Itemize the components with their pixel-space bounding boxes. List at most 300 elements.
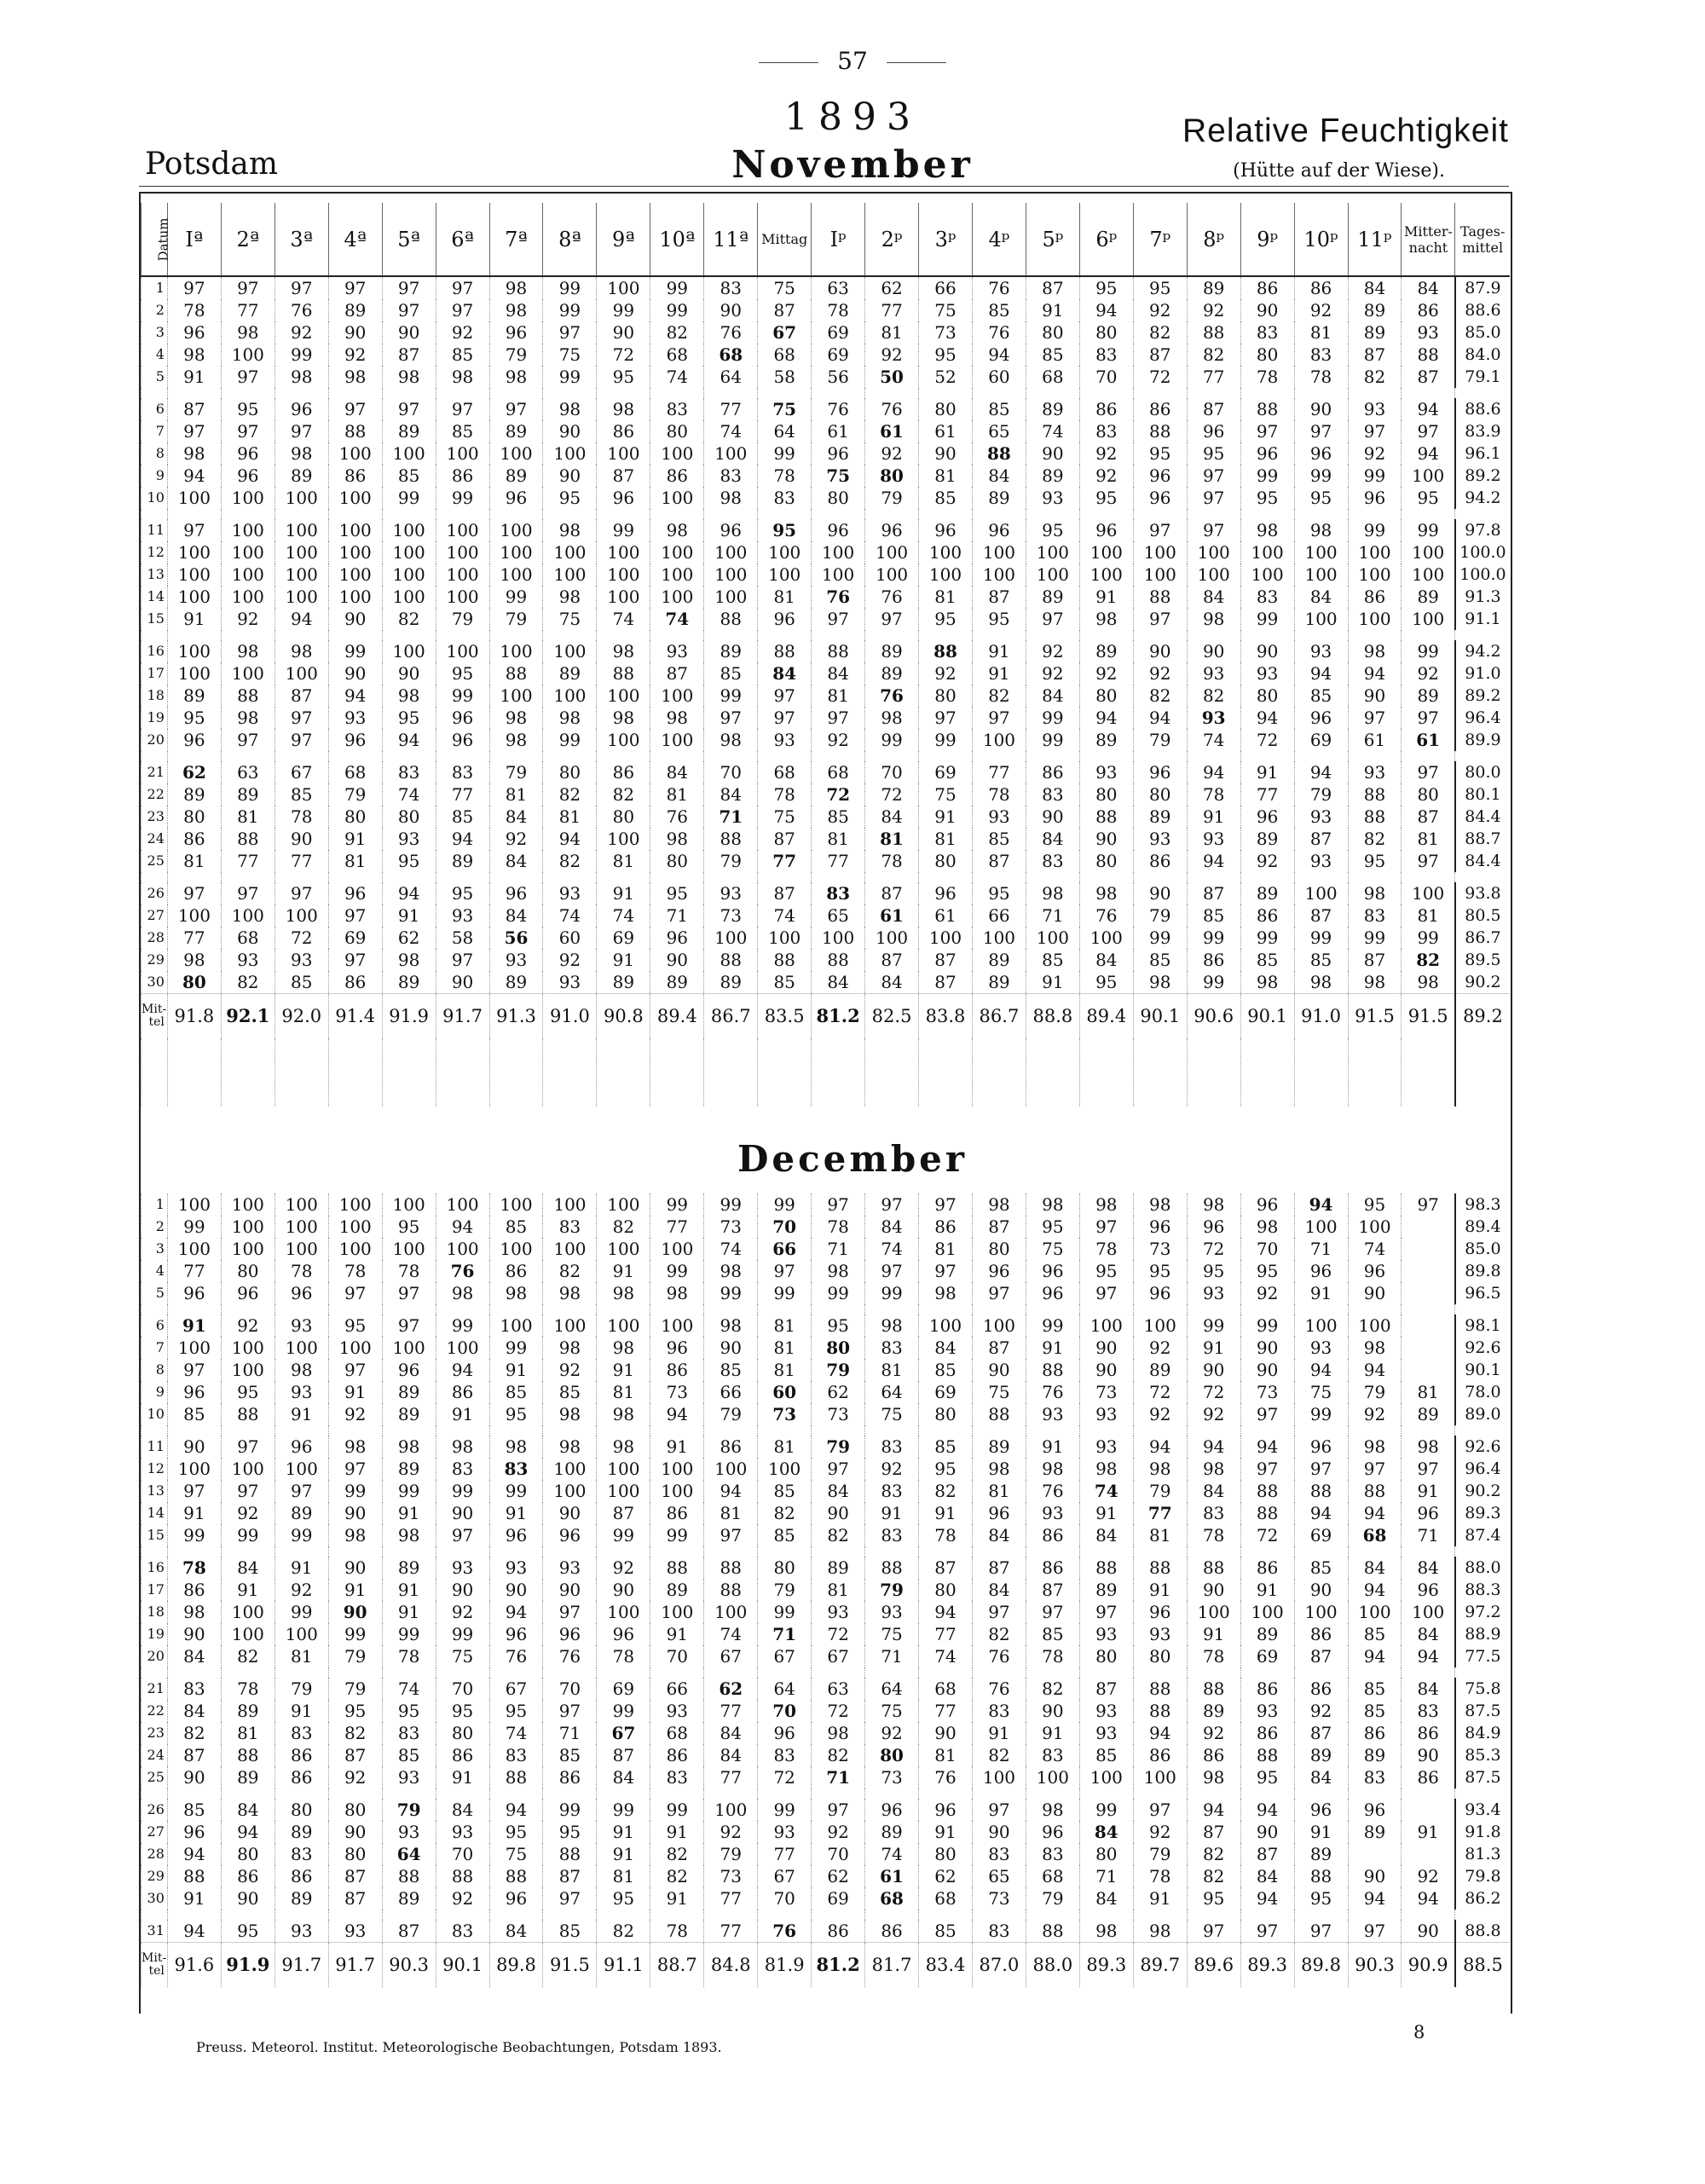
- value-cell: 79: [1348, 1381, 1402, 1403]
- value-cell: 95: [1294, 487, 1348, 509]
- value-cell: 97: [704, 707, 758, 729]
- value-cell: 97: [1079, 1216, 1133, 1238]
- value-cell: 87: [1294, 1722, 1348, 1744]
- value-cell: 87: [543, 1865, 597, 1887]
- value-cell: 99: [1402, 640, 1455, 662]
- value-cell: 89: [382, 1887, 436, 1910]
- date-cell: 29: [142, 1865, 168, 1887]
- value-cell: 89: [972, 949, 1026, 971]
- date-cell: 24: [142, 1744, 168, 1766]
- value-cell: 82: [221, 971, 275, 994]
- table-row: [142, 321, 1511, 344]
- value-cell: 84: [1402, 1678, 1455, 1700]
- value-cell: 68: [758, 761, 812, 783]
- value-cell: 91: [597, 1821, 650, 1843]
- value-cell: 100: [650, 685, 704, 707]
- value-cell: 96: [167, 729, 221, 751]
- value-cell: 93: [1187, 707, 1240, 729]
- value-cell: 81: [865, 828, 919, 850]
- value-cell: 93: [1187, 662, 1240, 685]
- value-cell: 91: [597, 949, 650, 971]
- value-cell: 100: [758, 927, 812, 949]
- value-cell: 92: [865, 344, 919, 366]
- value-cell: 97: [167, 1480, 221, 1502]
- value-cell: 80: [1240, 685, 1294, 707]
- value-cell: 99: [275, 344, 328, 366]
- value-cell: 86: [275, 1766, 328, 1788]
- value-cell: 87: [972, 1216, 1026, 1238]
- value-cell: 100: [1348, 1216, 1402, 1238]
- value-cell: 96: [221, 1282, 275, 1304]
- value-cell: 98: [1187, 1458, 1240, 1480]
- value-cell: 88: [1026, 1359, 1079, 1381]
- value-cell: 86: [436, 465, 489, 487]
- mean-value: 88.7: [650, 1943, 704, 1988]
- value-cell: 75: [919, 299, 973, 321]
- value-cell: 92: [1294, 299, 1348, 321]
- value-cell: 99: [597, 299, 650, 321]
- value-cell: 100: [650, 586, 704, 608]
- value-cell: 90: [1026, 806, 1079, 828]
- value-cell: 98: [1348, 882, 1402, 904]
- value-cell: 87: [1240, 1843, 1294, 1865]
- value-cell: 100: [650, 541, 704, 563]
- value-cell: 98: [1240, 971, 1294, 994]
- value-cell: 97: [1240, 420, 1294, 442]
- value-cell: 90: [1133, 640, 1187, 662]
- value-cell: 95: [1133, 1260, 1187, 1282]
- value-cell: 98: [1187, 608, 1240, 630]
- value-cell: 84: [758, 662, 812, 685]
- value-cell: 93: [704, 882, 758, 904]
- column-header: 4ᵖ: [972, 203, 1026, 276]
- value-cell: 95: [543, 1821, 597, 1843]
- value-cell: 77: [1133, 1502, 1187, 1524]
- column-header: 5ᵖ: [1026, 203, 1079, 276]
- table-row: [142, 366, 1511, 388]
- value-cell: 100: [275, 541, 328, 563]
- mean-value: 89.7: [1133, 1943, 1187, 1988]
- value-cell: 94: [1348, 1502, 1402, 1524]
- value-cell: 90: [328, 1601, 382, 1623]
- value-cell: 80: [919, 1579, 973, 1601]
- value-cell: 90: [1294, 1579, 1348, 1601]
- value-cell: 93: [972, 806, 1026, 828]
- value-cell: 99: [758, 1799, 812, 1821]
- value-cell: 99: [489, 1337, 543, 1359]
- spacer-row: [142, 1425, 1511, 1436]
- value-cell: 100: [919, 1314, 973, 1337]
- value-cell: 87: [167, 1744, 221, 1766]
- value-cell: 81: [758, 1436, 812, 1458]
- mean-value: 88.0: [1026, 1943, 1079, 1988]
- value-cell: 89: [1402, 685, 1455, 707]
- table-row: [142, 1601, 1511, 1623]
- value-cell: 66: [758, 1238, 812, 1260]
- value-cell: 85: [436, 806, 489, 828]
- table-row: [142, 1887, 1511, 1910]
- date-cell: 27: [142, 904, 168, 927]
- value-cell: 56: [489, 927, 543, 949]
- value-cell: 100: [1026, 541, 1079, 563]
- value-cell: 99: [1348, 927, 1402, 949]
- value-cell: 87: [328, 1744, 382, 1766]
- value-cell: 95: [972, 882, 1026, 904]
- date-cell: 21: [142, 1678, 168, 1700]
- value-cell: 63: [221, 761, 275, 783]
- value-cell: 60: [758, 1381, 812, 1403]
- date-cell: 9: [142, 465, 168, 487]
- value-cell: 100: [1294, 541, 1348, 563]
- value-cell: 99: [1294, 927, 1348, 949]
- value-cell: 96: [1079, 519, 1133, 541]
- value-cell: 91: [972, 640, 1026, 662]
- value-cell: 96: [650, 1337, 704, 1359]
- value-cell: 81: [597, 850, 650, 872]
- value-cell: 96: [650, 927, 704, 949]
- value-cell: 83: [865, 1337, 919, 1359]
- value-cell: 74: [865, 1843, 919, 1865]
- value-cell: 93: [436, 1821, 489, 1843]
- value-cell: 96: [704, 519, 758, 541]
- value-cell: 66: [650, 1678, 704, 1700]
- date-cell: 28: [142, 927, 168, 949]
- value-cell: 100: [1133, 541, 1187, 563]
- value-cell: 78: [919, 1524, 973, 1546]
- value-cell: 98: [597, 1282, 650, 1304]
- value-cell: 93: [543, 882, 597, 904]
- value-cell: 95: [1026, 1216, 1079, 1238]
- value-cell: 94: [1294, 761, 1348, 783]
- value-cell: 96: [275, 1436, 328, 1458]
- value-cell: [1402, 1799, 1455, 1821]
- value-cell: 99: [1294, 465, 1348, 487]
- value-cell: 78: [1187, 783, 1240, 806]
- mean-value: 91.0: [1294, 994, 1348, 1039]
- value-cell: 96: [167, 1282, 221, 1304]
- value-cell: 74: [543, 904, 597, 927]
- date-cell: 11: [142, 1436, 168, 1458]
- value-cell: 94: [704, 1480, 758, 1502]
- value-cell: 97: [1348, 1920, 1402, 1943]
- value-cell: 76: [1026, 1381, 1079, 1403]
- value-cell: 100: [1402, 541, 1455, 563]
- value-cell: 78: [1294, 366, 1348, 388]
- value-cell: 82: [221, 1645, 275, 1667]
- value-cell: 98: [1026, 1193, 1079, 1216]
- value-cell: 94: [1294, 1502, 1348, 1524]
- value-cell: 70: [436, 1678, 489, 1700]
- value-cell: 85: [1026, 1623, 1079, 1645]
- value-cell: 85: [1294, 949, 1348, 971]
- value-cell: 100: [382, 1193, 436, 1216]
- mean-value: 89.6: [1187, 1943, 1240, 1988]
- mean-value: 86.7: [704, 994, 758, 1039]
- value-cell: 100: [167, 904, 221, 927]
- value-cell: 96: [489, 1524, 543, 1546]
- value-cell: 85: [919, 1436, 973, 1458]
- value-cell: 88: [489, 1766, 543, 1788]
- value-cell: 72: [597, 344, 650, 366]
- value-cell: 61: [865, 1865, 919, 1887]
- value-cell: 100: [650, 487, 704, 509]
- value-cell: 100: [865, 927, 919, 949]
- value-cell: 89: [167, 783, 221, 806]
- value-cell: 97: [167, 276, 221, 299]
- value-cell: 93: [328, 707, 382, 729]
- mean-value: 81.9: [758, 1943, 812, 1988]
- value-cell: 100: [382, 563, 436, 586]
- value-cell: 100: [328, 519, 382, 541]
- value-cell: 91: [167, 608, 221, 630]
- date-cell: 15: [142, 608, 168, 630]
- value-cell: 94: [1187, 761, 1240, 783]
- value-cell: 88: [812, 949, 865, 971]
- value-cell: 98: [543, 1436, 597, 1458]
- daily-mean-cell: 77.5: [1455, 1645, 1510, 1667]
- value-cell: 91: [919, 1502, 973, 1524]
- value-cell: 80: [1133, 1645, 1187, 1667]
- value-cell: 87: [972, 1337, 1026, 1359]
- date-cell: 22: [142, 783, 168, 806]
- value-cell: 100: [275, 487, 328, 509]
- value-cell: 89: [1026, 465, 1079, 487]
- value-cell: 86: [1240, 1557, 1294, 1579]
- value-cell: 97: [1240, 1920, 1294, 1943]
- value-cell: 95: [221, 1381, 275, 1403]
- value-cell: 71: [1026, 904, 1079, 927]
- value-cell: 71: [865, 1645, 919, 1667]
- value-cell: 89: [812, 1557, 865, 1579]
- value-cell: 96: [919, 1799, 973, 1821]
- daily-mean-cell: 85.0: [1455, 1238, 1510, 1260]
- daily-mean-cell: 96.1: [1455, 442, 1510, 465]
- value-cell: 68: [221, 927, 275, 949]
- table-row: [142, 1403, 1511, 1425]
- date-cell: 14: [142, 1502, 168, 1524]
- value-cell: 68: [865, 1887, 919, 1910]
- value-cell: 74: [1026, 420, 1079, 442]
- date-cell: 5: [142, 366, 168, 388]
- value-cell: 79: [812, 1359, 865, 1381]
- value-cell: 98: [1079, 1193, 1133, 1216]
- date-cell: 31: [142, 1920, 168, 1943]
- value-cell: 99: [865, 729, 919, 751]
- value-cell: 80: [812, 487, 865, 509]
- value-cell: 85: [1026, 949, 1079, 971]
- value-cell: 98: [1402, 971, 1455, 994]
- value-cell: 87: [865, 882, 919, 904]
- value-cell: 76: [704, 321, 758, 344]
- value-cell: 61: [865, 420, 919, 442]
- value-cell: 89: [1133, 1359, 1187, 1381]
- value-cell: 87: [597, 465, 650, 487]
- value-cell: 69: [328, 927, 382, 949]
- value-cell: 99: [543, 1799, 597, 1821]
- value-cell: 84: [865, 806, 919, 828]
- value-cell: 89: [1294, 1744, 1348, 1766]
- value-cell: 96: [489, 882, 543, 904]
- daily-mean-cell: 89.2: [1455, 685, 1510, 707]
- value-cell: 100: [382, 1337, 436, 1359]
- value-cell: 91: [650, 1623, 704, 1645]
- value-cell: 95: [1240, 1766, 1294, 1788]
- value-cell: 98: [650, 707, 704, 729]
- value-cell: 83: [812, 882, 865, 904]
- value-cell: 93: [382, 1821, 436, 1843]
- value-cell: 96: [1294, 707, 1348, 729]
- value-cell: 85: [489, 1381, 543, 1403]
- column-header: Iᵖ: [812, 203, 865, 276]
- value-cell: 88: [1079, 806, 1133, 828]
- value-cell: 100: [328, 1193, 382, 1216]
- value-cell: 62: [704, 1678, 758, 1700]
- value-cell: 86: [1133, 398, 1187, 420]
- value-cell: 82: [812, 1524, 865, 1546]
- value-cell: 92: [1402, 1865, 1455, 1887]
- sheet-number: 8: [1413, 2022, 1425, 2042]
- column-header: Iª: [167, 203, 221, 276]
- value-cell: 75: [972, 1381, 1026, 1403]
- value-cell: 75: [758, 276, 812, 299]
- daily-mean-cell: 79.8: [1455, 1865, 1510, 1887]
- mean-value: 91.6: [167, 1943, 221, 1988]
- value-cell: 98: [704, 1314, 758, 1337]
- value-cell: 83: [1026, 1843, 1079, 1865]
- value-cell: 98: [221, 321, 275, 344]
- value-cell: 88: [1133, 1700, 1187, 1722]
- value-cell: 96: [1294, 1799, 1348, 1821]
- value-cell: 80: [543, 761, 597, 783]
- value-cell: 94: [972, 344, 1026, 366]
- value-cell: 97: [972, 1282, 1026, 1304]
- value-cell: 91: [1294, 1282, 1348, 1304]
- value-cell: 86: [221, 1865, 275, 1887]
- value-cell: 98: [328, 366, 382, 388]
- value-cell: 92: [489, 828, 543, 850]
- mean-value: 90.9: [1402, 1943, 1455, 1988]
- value-cell: 85: [972, 828, 1026, 850]
- value-cell: 89: [1079, 1579, 1133, 1601]
- value-cell: 94: [167, 465, 221, 487]
- value-cell: 99: [650, 276, 704, 299]
- value-cell: 79: [489, 761, 543, 783]
- value-cell: 100: [543, 563, 597, 586]
- date-cell: 28: [142, 1843, 168, 1865]
- value-cell: 95: [436, 882, 489, 904]
- value-cell: 70: [758, 1216, 812, 1238]
- value-cell: 81: [1402, 1381, 1455, 1403]
- date-cell: 18: [142, 685, 168, 707]
- value-cell: 78: [275, 806, 328, 828]
- column-header: 7ᵖ: [1133, 203, 1187, 276]
- value-cell: 94: [167, 1920, 221, 1943]
- value-cell: 91: [328, 828, 382, 850]
- value-cell: 75: [865, 1700, 919, 1722]
- value-cell: 78: [382, 1260, 436, 1282]
- value-cell: 92: [812, 729, 865, 751]
- daily-mean-cell: 88.6: [1455, 299, 1510, 321]
- value-cell: 86: [1402, 299, 1455, 321]
- value-cell: 99: [758, 1193, 812, 1216]
- value-cell: 50: [865, 366, 919, 388]
- value-cell: 90: [1402, 1920, 1455, 1943]
- value-cell: 92: [865, 442, 919, 465]
- value-cell: 100: [275, 586, 328, 608]
- value-cell: 96: [919, 519, 973, 541]
- value-cell: 76: [758, 1920, 812, 1943]
- value-cell: 92: [1294, 1700, 1348, 1722]
- value-cell: 89: [1187, 276, 1240, 299]
- value-cell: 98: [328, 1436, 382, 1458]
- value-cell: 88: [382, 1865, 436, 1887]
- value-cell: 89: [1348, 1744, 1402, 1766]
- value-cell: 70: [1240, 1238, 1294, 1260]
- value-cell: 99: [597, 1700, 650, 1722]
- value-cell: 77: [919, 1700, 973, 1722]
- value-cell: 82: [1187, 1865, 1240, 1887]
- value-cell: 85: [1133, 949, 1187, 971]
- mean-label: Mit-tel: [142, 1943, 168, 1988]
- value-cell: 86: [812, 1920, 865, 1943]
- value-cell: 61: [812, 420, 865, 442]
- value-cell: 89: [275, 1821, 328, 1843]
- value-cell: 100: [704, 1458, 758, 1480]
- table-row: [142, 1623, 1511, 1645]
- value-cell: 98: [382, 1436, 436, 1458]
- value-cell: 73: [865, 1766, 919, 1788]
- value-cell: 94: [1187, 1799, 1240, 1821]
- value-cell: 69: [1240, 1645, 1294, 1667]
- value-cell: 100: [972, 541, 1026, 563]
- value-cell: 94: [382, 882, 436, 904]
- value-cell: 92: [1187, 299, 1240, 321]
- value-cell: 88: [597, 662, 650, 685]
- value-cell: 72: [812, 783, 865, 806]
- value-cell: 92: [436, 321, 489, 344]
- value-cell: 87: [758, 299, 812, 321]
- value-cell: 86: [1187, 949, 1240, 971]
- daily-mean-cell: 83.9: [1455, 420, 1510, 442]
- value-cell: 99: [1240, 608, 1294, 630]
- table-row: [142, 1579, 1511, 1601]
- value-cell: 98: [489, 729, 543, 751]
- daily-mean-cell: 87.4: [1455, 1524, 1510, 1546]
- value-cell: 100: [275, 1458, 328, 1480]
- value-cell: 84: [1240, 1865, 1294, 1887]
- value-cell: 89: [1402, 586, 1455, 608]
- value-cell: 100: [275, 1238, 328, 1260]
- value-cell: 81: [919, 586, 973, 608]
- value-cell: 74: [489, 1722, 543, 1744]
- value-cell: 79: [1294, 783, 1348, 806]
- value-cell: 93: [1402, 321, 1455, 344]
- value-cell: 72: [1187, 1381, 1240, 1403]
- table-row: [142, 729, 1511, 751]
- value-cell: 96: [543, 1524, 597, 1546]
- value-cell: 98: [597, 640, 650, 662]
- value-cell: 81: [650, 783, 704, 806]
- value-cell: 73: [919, 321, 973, 344]
- value-cell: 82: [1187, 685, 1240, 707]
- value-cell: 91: [1240, 761, 1294, 783]
- value-cell: 62: [865, 276, 919, 299]
- value-cell: 98: [489, 707, 543, 729]
- value-cell: 81: [221, 806, 275, 828]
- date-cell: 3: [142, 1238, 168, 1260]
- daily-mean-cell: 75.8: [1455, 1678, 1510, 1700]
- value-cell: 75: [543, 344, 597, 366]
